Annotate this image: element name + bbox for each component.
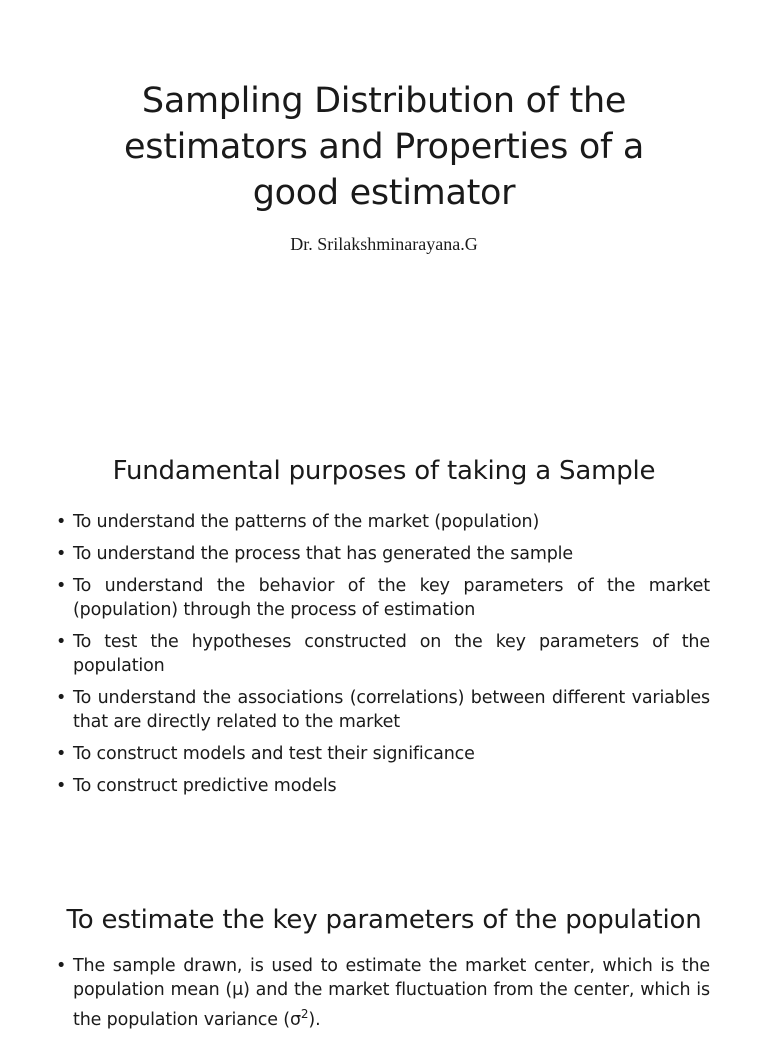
list-item bbox=[56, 954, 710, 1032]
bullet-text: To understand the process that has generated the sample bbox=[73, 544, 574, 564]
list-item bbox=[56, 574, 710, 622]
list-item bbox=[56, 630, 710, 678]
bullet-text: To understand the patterns of the market (population) bbox=[73, 512, 540, 532]
bullet-icon: • bbox=[56, 744, 67, 764]
list-item bbox=[56, 510, 710, 534]
purposes-bullet-list bbox=[56, 510, 710, 806]
list-item bbox=[56, 686, 710, 734]
bullet-icon: • bbox=[56, 956, 67, 976]
title-slide bbox=[0, 0, 768, 430]
bullet-icon: • bbox=[56, 512, 67, 532]
bullet-icon: • bbox=[56, 544, 67, 564]
estimation-bullet-list bbox=[56, 954, 710, 1040]
estimation-slide bbox=[0, 870, 768, 1030]
list-item bbox=[56, 742, 710, 766]
bullet-icon: • bbox=[56, 688, 67, 708]
bullet-text-end: ). bbox=[308, 1010, 321, 1030]
author-name: Dr. Srilakshminarayana.G bbox=[290, 234, 478, 254]
title-line-3: good estimator bbox=[252, 173, 516, 213]
list-item bbox=[56, 542, 710, 566]
bullet-text: To understand the behavior of the key parameters of the market (population) through the process of estimation bbox=[73, 576, 710, 620]
purposes-slide-title: Fundamental purposes of taking a Sample bbox=[112, 456, 656, 486]
bullet-icon: • bbox=[56, 576, 67, 596]
presentation-title bbox=[80, 78, 688, 216]
title-line-2: estimators and Properties of a bbox=[124, 127, 644, 167]
bullet-text: The sample drawn, is used to estimate the market center, which is the population mean (μ) and the market fluctuation from the center, which is the population variance (σ bbox=[73, 956, 710, 1030]
bullet-text: To understand the associations (correlations) between different variables that are directly related to the market bbox=[73, 688, 710, 732]
estimation-slide-title: To estimate the key parameters of the population bbox=[66, 905, 702, 935]
bullet-icon: • bbox=[56, 776, 67, 796]
list-item bbox=[56, 774, 710, 798]
bullet-icon: • bbox=[56, 632, 67, 652]
bullet-text: To test the hypotheses constructed on the key parameters of the population bbox=[73, 632, 710, 676]
bullet-text: To construct predictive models bbox=[73, 776, 337, 796]
superscript-exponent: 2 bbox=[300, 1007, 309, 1021]
purposes-slide bbox=[0, 430, 768, 870]
bullet-text: To construct models and test their significance bbox=[73, 744, 475, 764]
title-line-1: Sampling Distribution of the bbox=[141, 81, 627, 121]
